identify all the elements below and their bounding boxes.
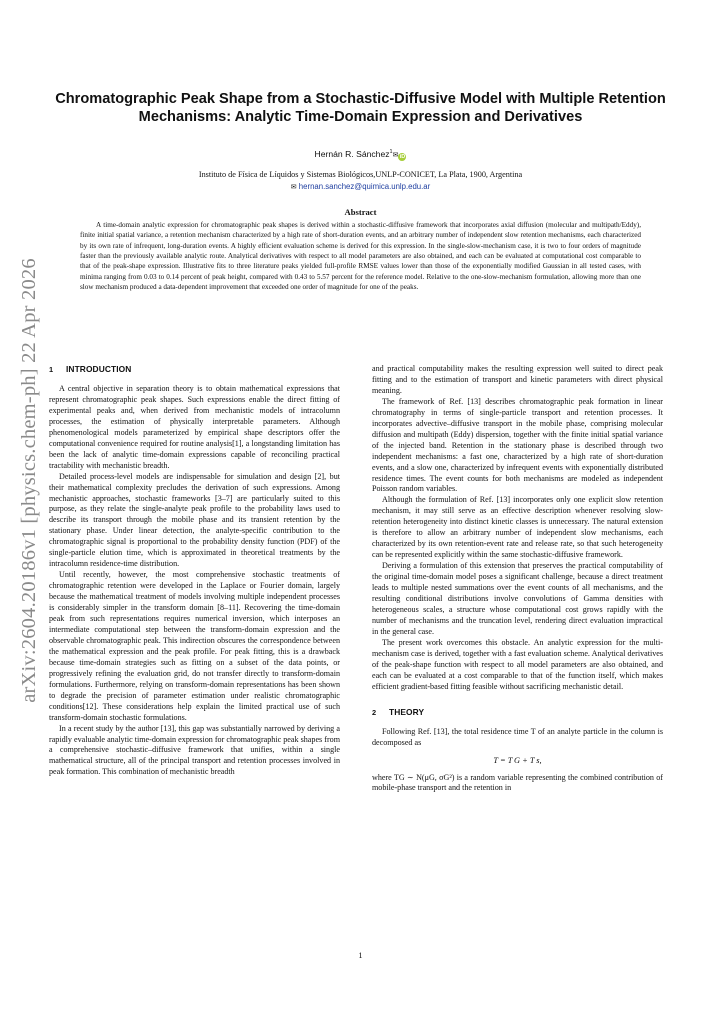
introduction-heading	[49, 363, 340, 376]
author-affiliation-marker: 1	[389, 149, 393, 155]
section-number: 2	[372, 707, 377, 717]
section-number: 1	[49, 365, 54, 374]
affiliation: Instituto de Física de Líquidos y Sistemas Biológicos,UNLP-CONICET, La Plata, 1900, Argentina	[198, 170, 523, 179]
intro-paragraph: The framework of Ref. [13] describes chromatographic peak formation in linear chromatography in terms of single-particle transport and retention processes. It incorporates advective–diffusive transport in the mobile phase, comprising molecular diffusion and multipath (Eddy) dispersion, together with the finite initial spatial variance of the injected band. Retention in the stationary phase is described through two independent mechanisms: a fast one, characterized by a high rate of short-duration events, and a slow one, characterized by infrequent events with exponentially distributed residence times. The event counts for both mechanisms are modeled as independent Poisson random variables.	[372, 396, 663, 494]
intro-paragraph: The present work overcomes this obstacle. An analytic expression for the multi-mechanism case is derived, together with a fast evaluation scheme. Analytical derivatives of the peak-shape function with respect to all model parameters are also obtained, and each can be evaluated at a cost comparable to that of the function itself, which makes efficient gradient-based fitting feasible without sacrificing mechanistic detail.	[372, 637, 663, 691]
author-line	[0, 146, 721, 162]
orcid-icon[interactable]: iD	[399, 153, 406, 160]
author-email-link[interactable]: hernan.sanchez@quimica.unlp.edu.ar	[298, 182, 431, 191]
left-column	[49, 363, 340, 778]
envelope-icon[interactable]: ✉	[392, 151, 399, 159]
intro-paragraph: Detailed process-level models are indispensable for simulation and design [2], but their mathematical complexity precludes the derivation of such expressions. Among mechanistic approaches, stochastic frameworks [3–7] are particularly suited to this purpose, as they relate the single-analyte peak profile to the probability laws used to describe its transport through the mobile phase and its transient retention by the stationary phase. Under linear detection, the analyte-specific contribution to the chromatographic signal is proportional to the probability density function (PDF) of the single-particle elution time, which is approximated in theoretical treatments by the intracolumn residence-time distribution.	[49, 471, 340, 569]
abstract-heading: Abstract	[344, 207, 377, 217]
theory-paragraph: where TG ∼ N(μG, σG²) is a random variable representing the combined contribution of mobile-phase transport and the retention in	[372, 772, 663, 793]
theory-heading	[372, 706, 663, 719]
intro-paragraph: In a recent study by the author [13], this gap was substantially narrowed by deriving a rapidly evaluable analytic time-domain expression for chromatographic peak shapes from a comprehensive stochastic–diffusive framework that unifies, within a single mathematical structure, all of the principal transport and retention processes involved in peak formation. This combination of mechanistic breadth	[49, 723, 340, 777]
arxiv-identifier: arXiv:2604.20186v1 [physics.chem-ph] 22 Apr 2026	[17, 257, 40, 703]
intro-paragraph: Deriving a formulation of this extension that preserves the practical computability of the original time-domain model poses a significant challenge, because a direct treatment leads to multiple nested summations over the event counts of all mechanisms, and the resulting conditional distributions involve convolutions of Gamma densities with heterogeneous scales, a structure whose computational cost grows rapidly with the number of mechanisms and the truncation level, rendering direct evaluation impractical in the general case.	[372, 561, 663, 636]
arxiv-sidebar	[14, 245, 44, 715]
right-column	[372, 364, 663, 794]
email-line	[0, 181, 721, 193]
intro-paragraph: A central objective in separation theory is to obtain mathematical expressions that represent chromatographic peak shapes. Such expressions enable the direct fitting of experimental peaks and, when derived from mechanistic models of intracolumn processes, the estimation of physically interpretable parameters. Although phenomenological models parameterized by empirical shape descriptors offer the computational convenience required for routine analysis[1], a longstanding limitation has been the lack of analytic time-domain expressions capable of reconciling practical tractability with mechanistic breadth.	[49, 384, 340, 470]
intro-paragraph: Until recently, however, the most comprehensive stochastic treatments of chromatographic retention were developed in the Laplace or Fourier domain, largely because the mathematical treatment of models involving multiple independent processes is considerably simpler in the transform domain [8–11]. Recovering the time-domain peak from such representations requires numerical inversion, which interposes an intermediate computational step between the transform-domain expression and the observable chromatographic peak. This indirection obscures the correspondence between the mathematical expression and the peak profile. For peak fitting, this is a drawback because time-domain strategies such as fitting on a subset of the data points, or progressively refining the evaluation grid, do not transfer directly to transform-domain formulations. Furthermore, relying on transform-domain representations has been shown to degrade the precision of parameter estimation under realistic chromatographic conditions[12]. These considerations help explain the limited practical use of such transform-domain stochastic formulations.	[49, 570, 340, 722]
abstract-text: A time-domain analytic expression for chromatographic peak shapes is derived within a stochastic-diffusive framework that incorporates axial diffusion (molecular and multipath/Eddy), finite initial spatial variance, a retention mechanism characterized by a high rate of short-duration events, and an arbitrary number of independent slow retention mechanisms, each characterized by its own rate of infrequent, long-duration events. A highly efficient evaluation scheme is derived for this expression. In the single-slow-mechanism case, it is two to four orders of magnitude faster than the previously available analytic route. Analytical derivatives with respect to all model parameters are also obtained, and each can be evaluated at computational cost comparable to that of the peak-shape expression. Illustrative fits to three literature peaks yielded full-profile RMSE values lower than those of the exponentially modified Gaussian in all tested cases, with minima ranging from 0.03 to 0.14 percent of peak height, compared with 0.43 to 5.57 percent for the reference model. Relative to the one-slow-mechanism formulation, allowing more than one slow mechanism produced a data-dependent improvement that exceeded one order of magnitude for one of the peaks.	[80, 221, 641, 292]
theory-paragraph: Following Ref. [13], the total residence time T of an analyte particle in the column is decomposed as	[372, 726, 663, 747]
author-name: Hernán R. Sánchez	[314, 148, 390, 159]
intro-paragraph: Although the formulation of Ref. [13] incorporates only one explicit slow retention mechanism, it may still serve as an effective description whenever resolving slow-retention heterogeneity into distinct kinetic classes is unnecessary. The natural extension is therefore to allow an arbitrary number of independent slow mechanisms, each characterized by its own retention-event rate and release rate, so that such heterogeneity can be represented explicitly within the same stochastic-diffusive framework.	[372, 495, 663, 560]
section-title: INTRODUCTION	[66, 364, 132, 374]
page-number: 1	[358, 951, 363, 960]
envelope-icon: ✉	[290, 184, 297, 191]
paper-title: Chromatographic Peak Shape from a Stochastic-Diffusive Model with Multiple Retention Mechanisms: Analytic Time-Domain Expression and Derivatives	[55, 91, 666, 125]
residence-time-equation: T = T G + T s,	[493, 755, 542, 765]
section-title: THEORY	[389, 706, 425, 717]
intro-paragraph: and practical computability makes the resulting expression well suited to direct peak fitting and to the estimation of transport and kinetic parameters with direct physical meaning.	[372, 364, 663, 395]
